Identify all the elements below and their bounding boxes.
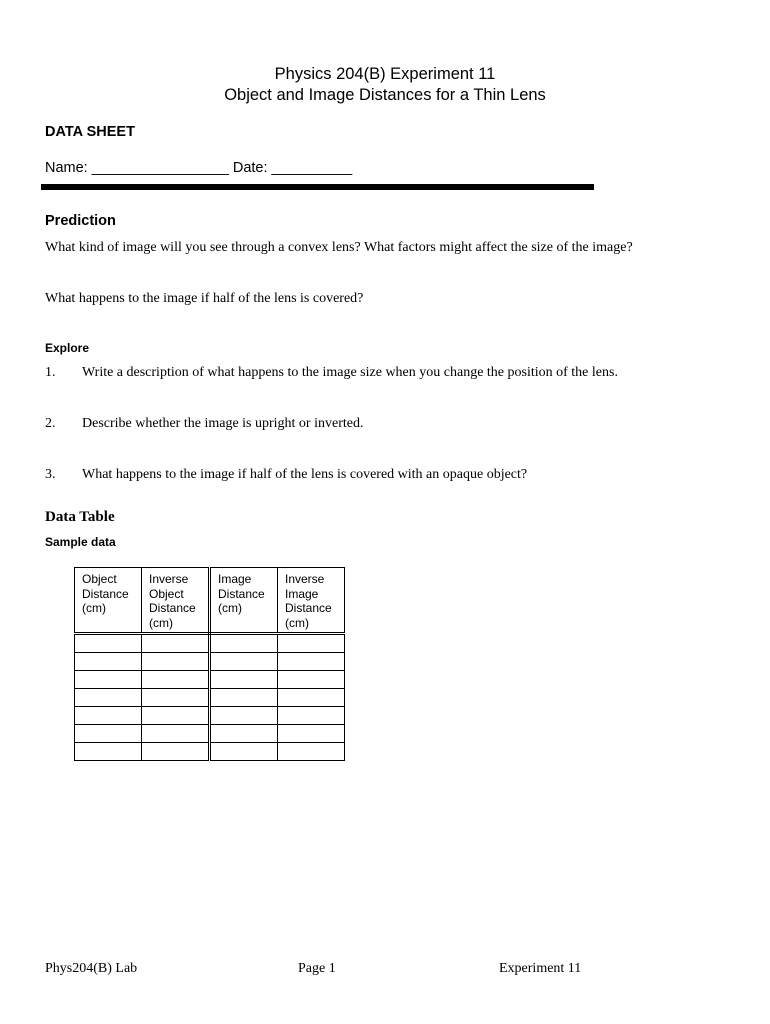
sample-data-label: Sample data — [45, 535, 116, 549]
prediction-question-1: What kind of image will you see through a convex lens? What factors might affect the size of the image? — [45, 240, 633, 255]
data-table-heading: Data Table — [45, 509, 115, 525]
table-row — [75, 725, 345, 743]
table-cell — [142, 634, 210, 653]
table-cell — [75, 634, 142, 653]
table-cell — [75, 707, 142, 725]
name-date-line: Name: _________________ Date: __________ — [45, 160, 353, 176]
table-cell — [278, 743, 345, 761]
explore-heading: Explore — [45, 341, 90, 355]
table-cell — [142, 743, 210, 761]
table-cell — [142, 725, 210, 743]
table-row — [75, 743, 345, 761]
table-cell — [142, 707, 210, 725]
table-cell — [210, 725, 278, 743]
item-text: Describe whether the image is upright or inverted. — [82, 416, 364, 431]
horizontal-rule — [41, 184, 594, 190]
table-cell — [75, 671, 142, 689]
table-row — [75, 634, 345, 653]
table-row — [75, 671, 345, 689]
table-cell — [75, 653, 142, 671]
table-cell — [142, 671, 210, 689]
document-title — [0, 64, 770, 106]
table-cell — [278, 707, 345, 725]
data-sheet-heading: DATA SHEET — [45, 124, 135, 140]
table-row — [75, 689, 345, 707]
table-cell — [210, 671, 278, 689]
table-cell — [75, 725, 142, 743]
table-cell — [278, 689, 345, 707]
table-cell — [278, 634, 345, 653]
column-header-object-distance: Object Distance (cm) — [75, 568, 142, 634]
column-header-image-distance: Image Distance (cm) — [210, 568, 278, 634]
item-text: Write a description of what happens to the image size when you change the position of the lens. — [82, 365, 618, 380]
table-row — [75, 707, 345, 725]
table-cell — [278, 671, 345, 689]
table-cell — [278, 653, 345, 671]
footer-page-number: Page 1 — [298, 961, 336, 976]
table-cell — [210, 743, 278, 761]
title-line-1: Physics 204(B) Experiment 11 — [274, 65, 496, 83]
item-number: 2. — [45, 416, 56, 431]
data-table — [74, 567, 345, 761]
table-cell — [278, 725, 345, 743]
footer-right: Experiment 11 — [499, 961, 582, 976]
table-header-row — [75, 568, 345, 634]
prediction-question-2: What happens to the image if half of the lens is covered? — [45, 291, 364, 306]
column-header-inverse-object-distance: Inverse Object Distance (cm) — [142, 568, 210, 634]
table-cell — [210, 653, 278, 671]
table-cell — [210, 707, 278, 725]
table-row — [75, 653, 345, 671]
footer-left: Phys204(B) Lab — [45, 961, 138, 976]
title-line-2: Object and Image Distances for a Thin Lens — [224, 86, 546, 104]
table-cell — [75, 743, 142, 761]
table-cell — [210, 689, 278, 707]
prediction-heading: Prediction — [45, 213, 116, 229]
item-text: What happens to the image if half of the lens is covered with an opaque object? — [82, 467, 528, 482]
table-cell — [210, 634, 278, 653]
column-header-inverse-image-distance: Inverse Image Distance (cm) — [278, 568, 345, 634]
table-body — [75, 634, 345, 761]
item-number: 1. — [45, 365, 56, 380]
table-cell — [142, 689, 210, 707]
table-cell — [142, 653, 210, 671]
item-number: 3. — [45, 467, 56, 482]
table-cell — [75, 689, 142, 707]
